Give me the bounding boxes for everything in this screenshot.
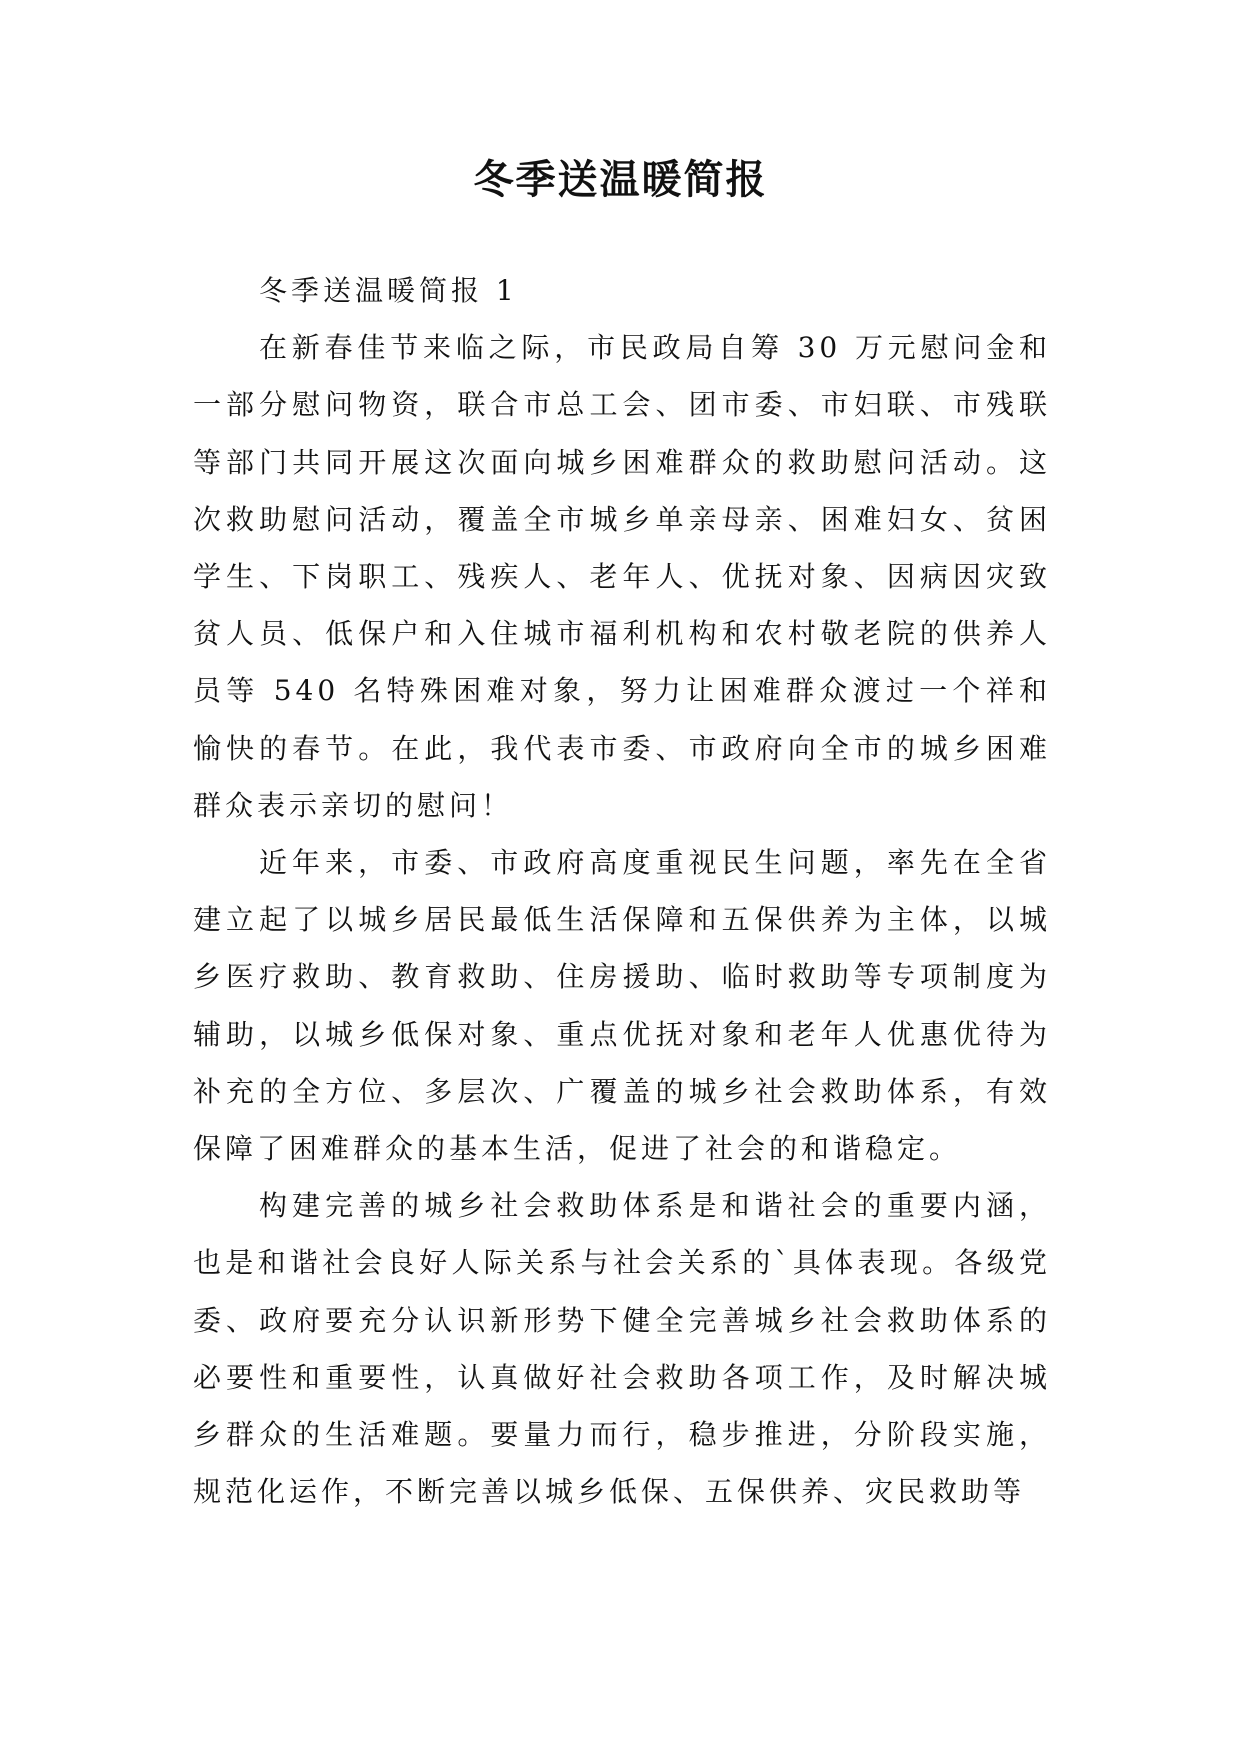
body-paragraph: 近年来，市委、市政府高度重视民生问题，率先在全省建立起了以城乡居民最低生活保障和五保供养为主体，以城乡医疗救助、教育救助、住房援助、临时救助等专项制度为辅助，以城乡低保对象、重点优抚对象和老年人优惠优待为补充的全方位、多层次、广覆盖的城乡社会救助体系，有效保障了困难群众的基本生活，促进了社会的和谐稳定。 xyxy=(193,846,1051,1166)
document-body xyxy=(193,262,1051,1520)
body-paragraph: 构建完善的城乡社会救助体系是和谐社会的重要内涵，也是和谐社会良好人际关系与社会关系的`具体表现。各级党委、政府要充分认识新形势下健全完善城乡社会救助体系的必要性和重要性，认真做好社会救助各项工作，及时解决城乡群众的生活难题。要量力而行，稳步推进，分阶段实施，规范化运作，不断完善以城乡低保、五保供养、灾民救助等 xyxy=(193,1189,1051,1509)
subtitle-paragraph: 冬季送温暖简报 1 xyxy=(259,274,518,307)
document-title: 冬季送温暖简报 xyxy=(473,156,768,203)
body-paragraph: 在新春佳节来临之际，市民政局自筹 30 万元慰问金和一部分慰问物资，联合市总工会、团市委、市妇联、市残联等部门共同开展这次面向城乡困难群众的救助慰问活动。这次救助慰问活动，覆盖全市城乡单亲母亲、困难妇女、贫困学生、下岗职工、残疾人、老年人、优抚对象、因病因灾致贫人员、低保户和入住城市福利机构和农村敬老院的供养人员等 540 名特殊困难对象，努力让困难群众渡过一个祥和愉快的春节。在此，我代表市委、市政府向全市的城乡困难群众表示亲切的慰问！ xyxy=(193,331,1051,822)
